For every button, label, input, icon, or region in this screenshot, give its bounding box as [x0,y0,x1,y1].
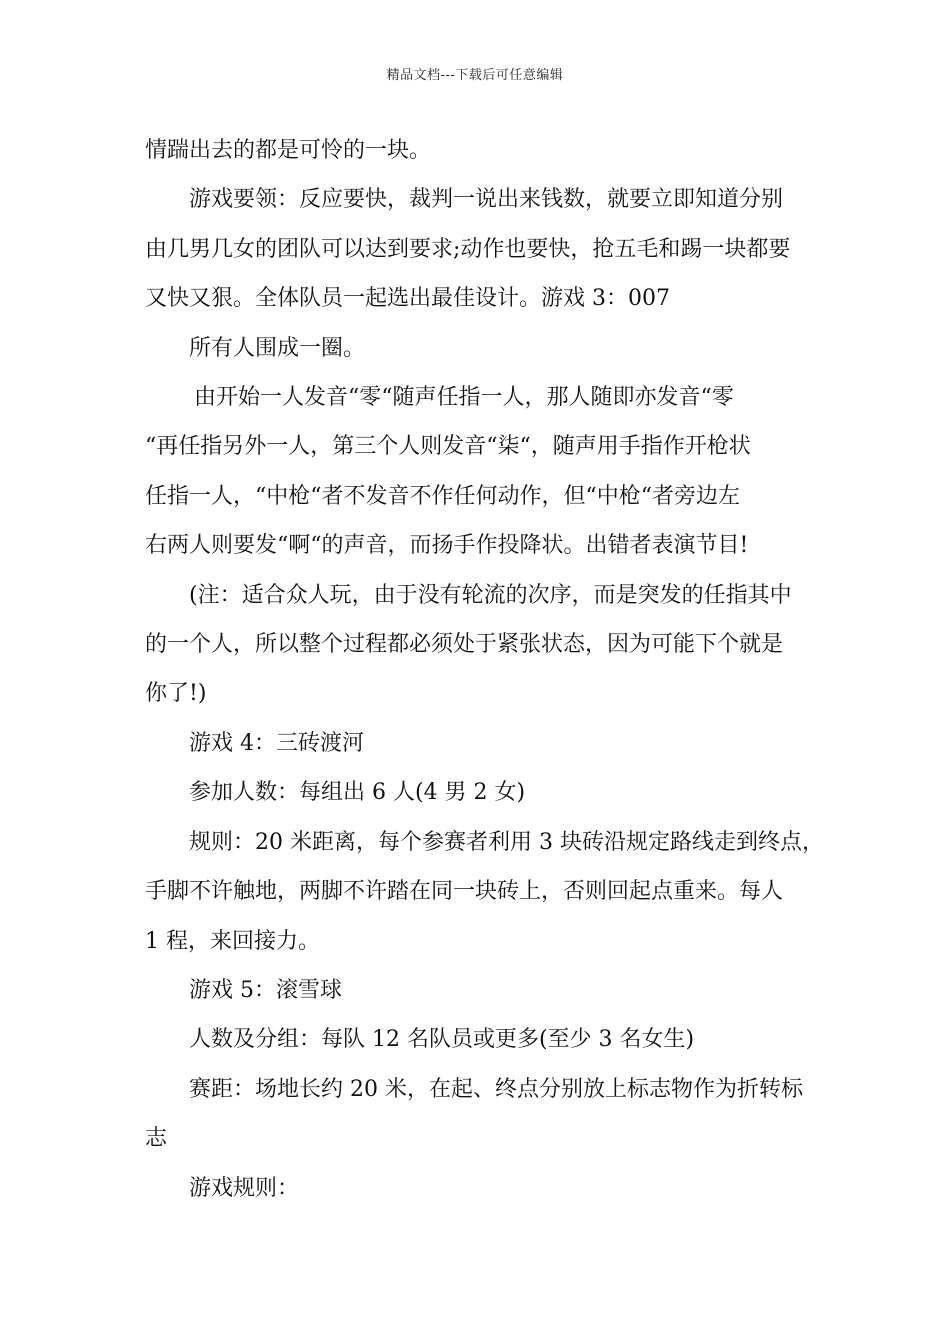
document-body [145,126,824,1213]
text-line: 游戏要领：反应要快，裁判一说出来钱数，就要立即知道分别 [189,187,784,213]
text-line: 任指一人，“中枪“者不发音不作任何动作，但“中枪“者旁边左 [145,483,740,509]
text-line: 游戏规则： [189,1175,300,1201]
text-line: 手脚不许触地，两脚不许踏在同一块砖上，否则回起点重来。每人 [145,879,784,905]
text-line: 由几男几女的团队可以达到要求;动作也要快，抢五毛和踢一块都要 [145,236,791,262]
text-line: 所有人围成一圈。 [189,335,366,361]
section-heading: 游戏 5：滚雪球 [189,977,342,1003]
text-line: 规则：20 米距离，每个参赛者利用 3 块砖沿规定路线走到终点， [189,829,824,855]
text-line: “再任指另外一人，第三个人则发音“柒“，随声用手指作开枪状 [145,434,751,460]
page-header: 精品文档---下载后可任意编辑 [386,68,564,83]
section-heading: 游戏 4：三砖渡河 [189,730,364,756]
text-line: 人数及分组：每队 12 名队员或更多(至少 3 名女生) [189,1027,695,1053]
text-line: 又快又狠。全体队员一起选出最佳设计。游戏 3：007 [145,286,670,312]
text-line: 你了!) [145,681,207,707]
text-line: 赛距：场地长约 20 米，在起、终点分别放上标志物作为折转标 [189,1076,803,1102]
text-line: 情踹出去的都是可怜的一块。 [145,138,432,163]
text-line: 由开始一人发音“零“随声任指一人，那人随即亦发音“零 [194,385,734,411]
text-line: 1 程，来回接力。 [145,928,320,954]
text-line: 志 [145,1126,168,1152]
text-line: 参加人数：每组出 6 人(4 男 2 女) [189,780,526,806]
text-line: (注：适合众人玩，由于没有轮流的次序，而是突发的任指其中 [189,582,792,608]
text-line: 的一个人，所以整个过程都必须处于紧张状态，因为可能下个就是 [145,632,784,658]
text-line: 右两人则要发“啊“的声音，而扬手作投降状。出错者表演节目! [145,533,749,559]
